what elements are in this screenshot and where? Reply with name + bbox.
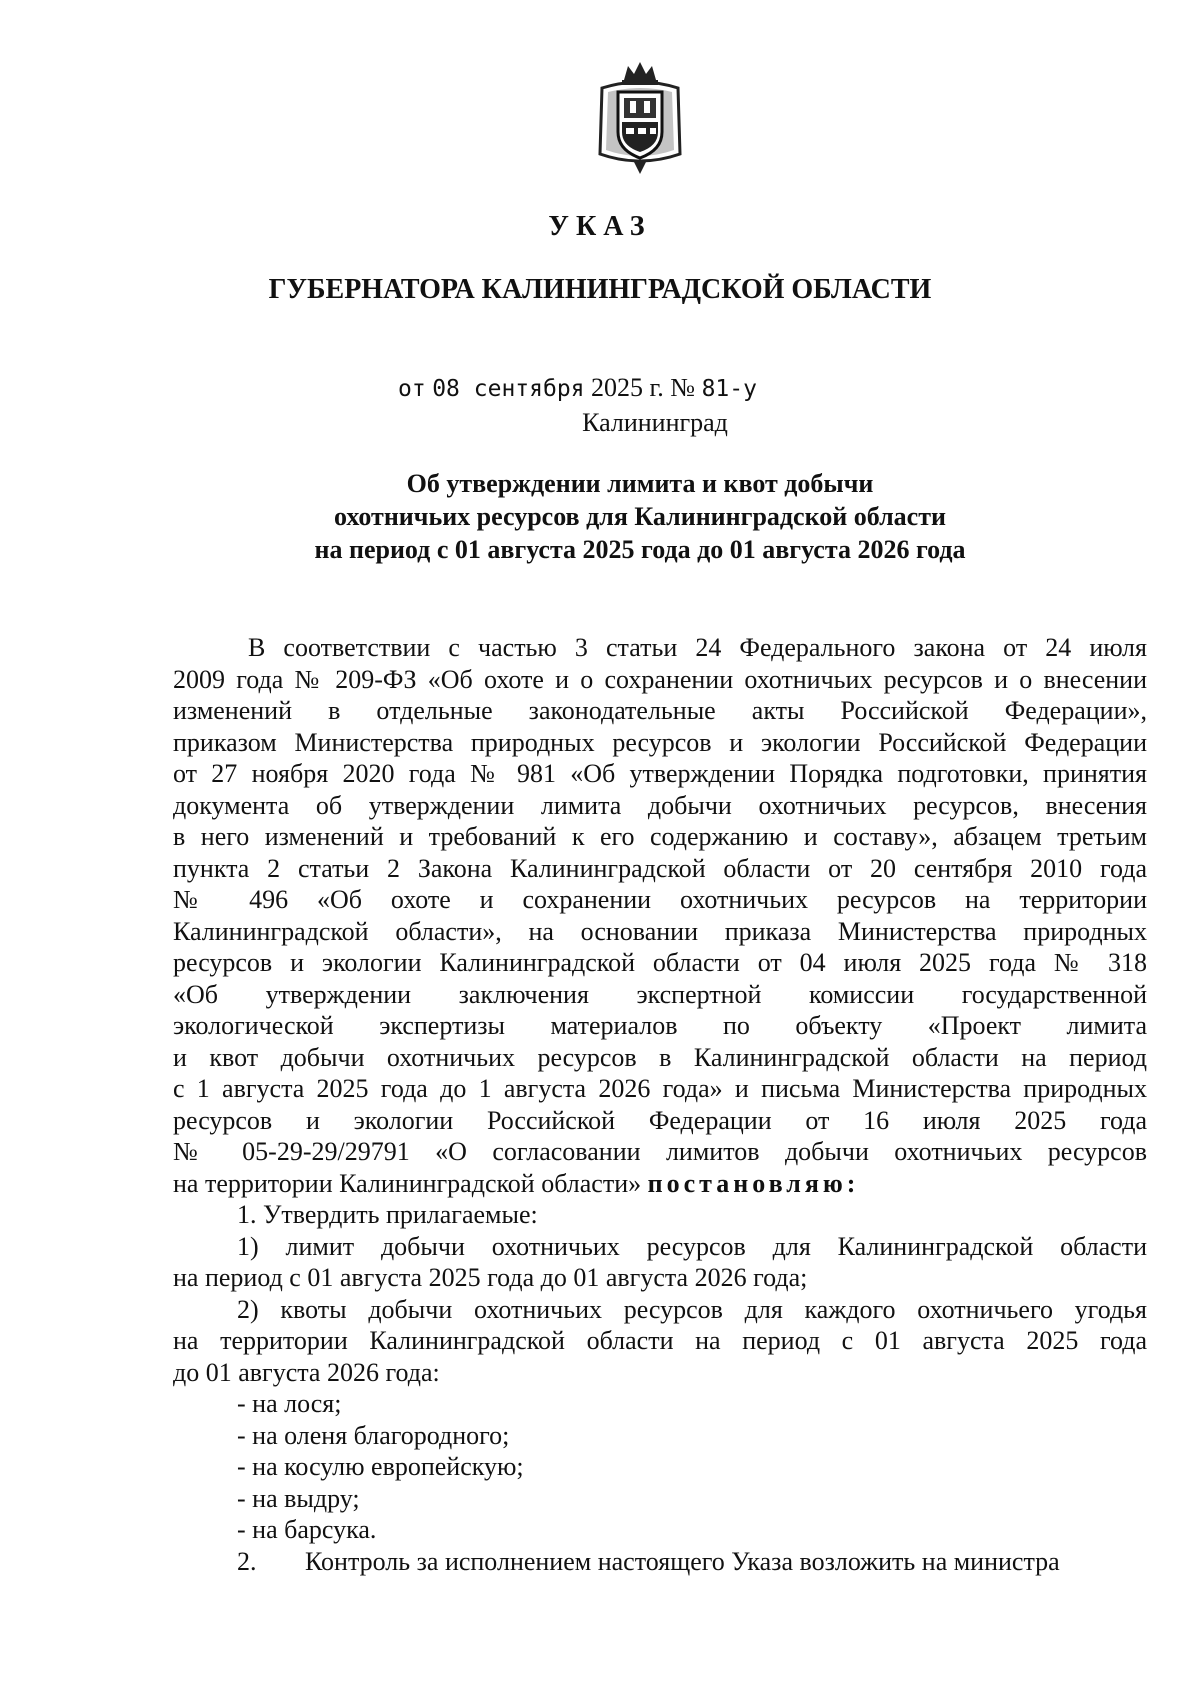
preamble-last-line [173, 1168, 1147, 1200]
preamble-line: пункта 2 статьи 2 Закона Калининградской области от 20 сентября 2010 года [173, 853, 1147, 883]
item-1-2-line: на территории Калининградской области на период с 01 августа 2025 года [173, 1326, 1147, 1355]
document-type-title: УКАЗ [548, 211, 652, 242]
item-1-2-line: до 01 августа 2026 года: [173, 1357, 440, 1387]
subject-line: на период с 01 августа 2025 года до 01 августа 2026 года [314, 535, 966, 564]
number-label: № [670, 373, 696, 402]
date-prefix: от [398, 376, 426, 402]
item-1-1-line: 1) лимит добычи охотничьих ресурсов для Калининградской области [237, 1231, 1147, 1261]
dateline [398, 373, 757, 403]
item-2-number: 2. [237, 1546, 257, 1576]
coat-of-arms-icon [594, 58, 686, 176]
preamble-line: в него изменений и требований к его содержанию и составу», абзацем третьим [173, 822, 1147, 851]
item-1: 1. Утвердить прилагаемые: [237, 1200, 538, 1229]
preamble-line: «Об утверждении заключения экспертной комиссии государственной [173, 979, 1147, 1009]
species-item: - на лося; [237, 1389, 342, 1418]
preamble-line: ресурсов и экологии Калининградской области от 04 июля 2025 года № 318 [173, 948, 1147, 977]
city-line [0, 408, 1200, 438]
preamble-line: приказом Министерства природных ресурсов и экологии Российской Федерации [173, 727, 1147, 757]
preamble-line: ресурсов и экологии Российской Федерации от 16 июля 2025 года [173, 1105, 1147, 1135]
item-2 [173, 1546, 1147, 1578]
date-day-month: 08 сентября [432, 376, 585, 402]
species-item: - на оленя благородного; [237, 1420, 510, 1450]
species-item: - на выдру; [237, 1483, 360, 1513]
city: Калининград [582, 408, 728, 437]
item-2-text: Контроль за исполнением настоящего Указа возложить на министра [305, 1546, 1060, 1576]
preamble-line: № 496 «Об охоте и сохранении охотничьих ресурсов на территории [173, 885, 1147, 914]
preamble-line: документа об утверждении лимита добычи охотничьих ресурсов, внесения [173, 790, 1147, 820]
date-year: 2025 г. [591, 373, 664, 402]
preamble-line: с 1 августа 2025 года до 1 августа 2026 года» и письма Министерства природных [173, 1074, 1147, 1103]
preamble-line: изменений в отдельные законодательные акты Российской Федерации», [173, 696, 1147, 725]
issuer-title: ГУБЕРНАТОРА КАЛИНИНГРАДСКОЙ ОБЛАСТИ [268, 274, 932, 305]
preamble-line: 2009 года № 209-ФЗ «Об охоте и о сохранении охотничьих ресурсов и о внесении [173, 664, 1147, 694]
decree-number: 81-у [701, 376, 757, 402]
preamble-line: на территории Калининградской области» [173, 1168, 642, 1198]
decree-word: постановляю: [647, 1168, 860, 1198]
preamble-line: Калининградской области», на основании приказа Министерства природных [173, 916, 1147, 946]
preamble-line: и квот добычи охотничьих ресурсов в Калининградской области на период [173, 1042, 1147, 1072]
subject-line: Об утверждении лимита и квот добычи [406, 469, 874, 498]
preamble-line: от 27 ноября 2020 года № 981 «Об утверждении Порядка подготовки, принятия [173, 759, 1147, 788]
preamble-line: экологической экспертизы материалов по объекту «Проект лимита [173, 1011, 1147, 1040]
item-1-2-line: 2) квоты добычи охотничьих ресурсов для каждого охотничьего угодья [237, 1294, 1147, 1324]
species-item: - на барсука. [237, 1515, 377, 1544]
item-1-1-line: на период с 01 августа 2025 года до 01 августа 2026 года; [173, 1263, 808, 1292]
species-item: - на косулю европейскую; [237, 1452, 524, 1481]
decree-body [173, 632, 1147, 1577]
subject-line: охотничьих ресурсов для Калининградской области [334, 502, 946, 531]
preamble-line: № 05-29-29/29791 «О согласовании лимитов добычи охотничьих ресурсов [173, 1137, 1147, 1166]
decree-subject [0, 467, 1200, 566]
preamble-line: В соответствии с частью 3 статьи 24 Федерального закона от 24 июля [248, 633, 1147, 662]
